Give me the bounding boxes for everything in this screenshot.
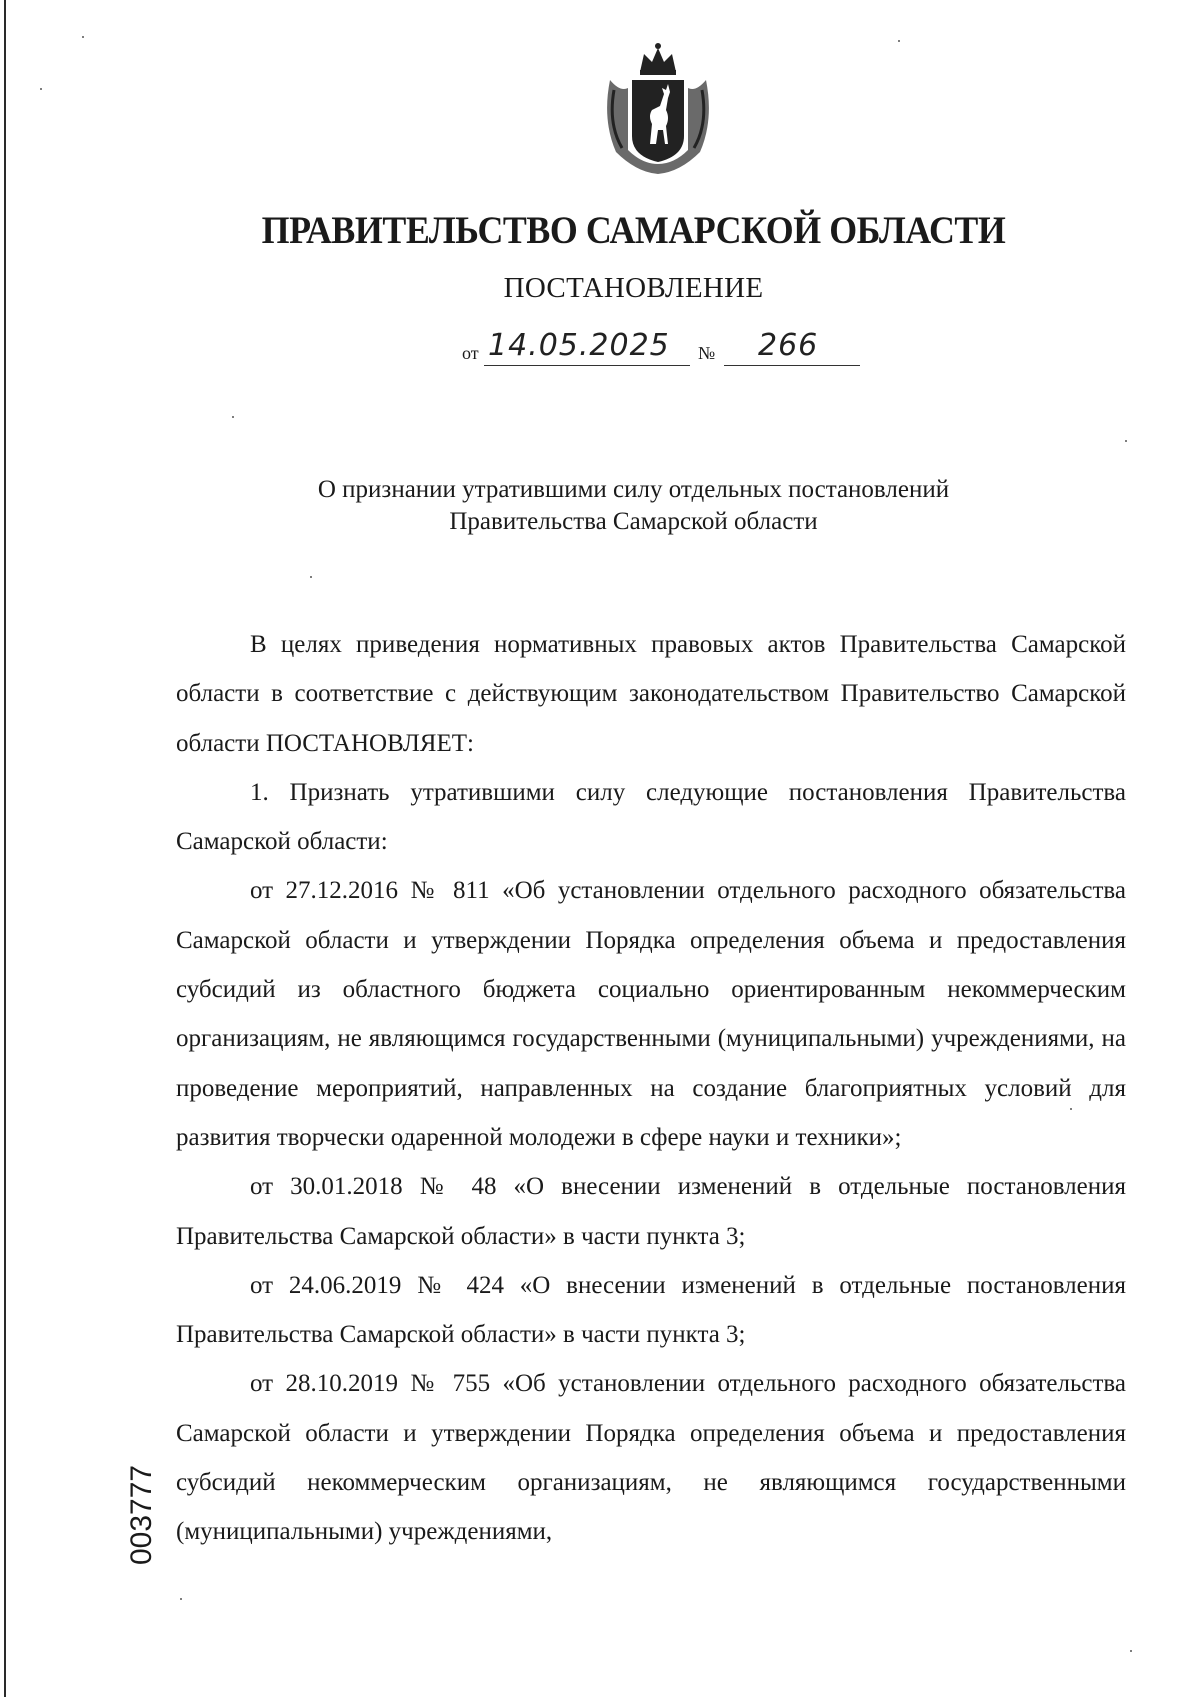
body-paragraph: В целях приведения нормативных правовых актов Правительства Самарской области в соответствие с действующим законодательством Правительство Самарской области ПОСТАНОВЛЯЕТ: — [176, 631, 1126, 757]
scan-speck — [310, 576, 312, 578]
subject-line-2: Правительства Самарской области — [449, 508, 818, 535]
organization-title: ПРАВИТЕЛЬСТВО САМАРСКОЙ ОБЛАСТИ — [261, 209, 1006, 252]
body-paragraph: от 30.01.2018 № 48 «О внесении изменений в отдельные постановления Правительства Самарской области» в части пункта 3; — [176, 1173, 1126, 1250]
document-body — [176, 620, 1126, 1557]
handwritten-number: 266 — [758, 328, 819, 363]
handwritten-date: 14.05.2025 — [488, 328, 670, 363]
scan-speck — [82, 36, 84, 38]
scan-speck — [1130, 1650, 1132, 1652]
scan-speck — [40, 88, 42, 90]
body-paragraph: 1. Признать утратившими силу следующие постановления Правительства Самарской области: — [176, 778, 1126, 856]
scan-left-edge — [4, 0, 6, 1697]
date-underline — [484, 365, 690, 366]
scan-speck — [180, 1598, 182, 1600]
side-serial-number: 003777 — [125, 1464, 158, 1565]
coat-of-arms-icon — [596, 40, 720, 176]
number-prefix: № — [698, 343, 716, 363]
scan-speck — [1125, 440, 1127, 442]
subject-line-1: О признании утратившими силу отдельных постановлений — [317, 476, 950, 503]
body-paragraph: от 24.06.2019 № 424 «О внесении изменений в отдельные постановления Правительства Самарской области» в части пункта 3; — [176, 1271, 1126, 1349]
document-subject — [176, 474, 1091, 538]
number-underline — [724, 365, 860, 366]
scan-speck — [1070, 1108, 1072, 1110]
scan-speck — [232, 416, 234, 418]
body-paragraph: от 27.12.2016 № 811 «Об установлении отдельного расходного обязательства Самарской области и утверждении Порядка определения объема и предоставления субсидий из областного бюджета социально ориентированным некоммерческим организациям, не являющимся государственными (муниципальными) учреждениями, на проведение мероприятий, направленных на создание благоприятных условий для развития творчески одаренной молодежи в сфере науки и техники»; — [176, 877, 1126, 1151]
date-number-line — [462, 328, 862, 370]
body-paragraph: от 28.10.2019 № 755 «Об установлении отдельного расходного обязательства Самарской области и утверждении Порядка определения объема и предоставления субсидий некоммерческим организациям, не являющимся государственными (муниципальными) учреждениями, — [176, 1370, 1126, 1546]
scan-speck — [898, 40, 900, 42]
date-prefix: от — [462, 343, 479, 363]
document-type: ПОСТАНОВЛЕНИЕ — [503, 272, 764, 304]
